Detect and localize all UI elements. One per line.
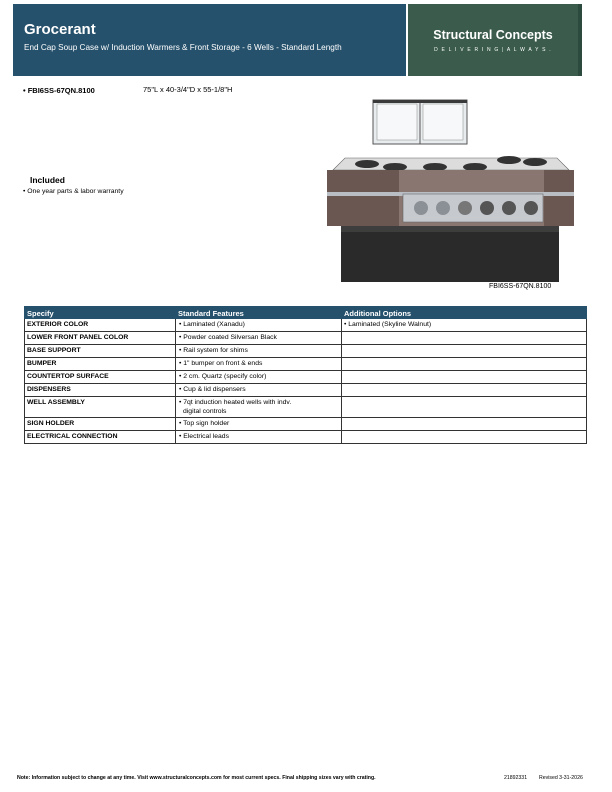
additional-option (342, 418, 587, 431)
table-row (25, 358, 587, 371)
additional-option (342, 431, 587, 444)
standard-feature: • Top sign holder (176, 418, 342, 431)
included-item: • One year parts & labor warranty (23, 188, 124, 195)
standard-feature: • Rail system for shims (176, 345, 342, 358)
header-banner (13, 4, 406, 76)
product-image (325, 96, 580, 296)
standard-feature: • 2 cm. Quartz (specify color) (176, 371, 342, 384)
revision-date: Revised 3-31-2026 (539, 775, 583, 781)
row-label: DISPENSERS (25, 384, 176, 397)
row-label: BASE SUPPORT (25, 345, 176, 358)
standard-feature: • Laminated (Xanadu) (176, 319, 342, 332)
standard-feature-line: digital controls (183, 408, 227, 415)
brand-logo (408, 4, 578, 76)
standard-feature (176, 397, 342, 418)
additional-option (342, 332, 587, 345)
brand-strip (578, 4, 582, 76)
additional-option (342, 345, 587, 358)
column-header-options: Additional Options (342, 307, 587, 319)
additional-option (342, 397, 587, 418)
table-header-row (25, 307, 587, 319)
row-label: SIGN HOLDER (25, 418, 176, 431)
model-number: • FBI6SS-67QN.8100 (23, 86, 95, 95)
column-header-specify: Specify (25, 307, 176, 319)
document-number: 21892331 (504, 775, 528, 781)
page-subtitle: End Cap Soup Case w/ Induction Warmers & Front Storage - 6 Wells - Standard Length (24, 43, 342, 52)
row-label: EXTERIOR COLOR (25, 319, 176, 332)
table-row (25, 397, 587, 418)
table-row (25, 332, 587, 345)
included-title: Included (30, 175, 65, 185)
standard-feature: • Electrical leads (176, 431, 342, 444)
image-caption: FBI6SS-67QN.8100 (489, 283, 552, 290)
table-row (25, 345, 587, 358)
page-title: Grocerant (24, 21, 96, 38)
footer-note: Note: Information subject to change at any time. Visit www.structuralconcepts.com for most current specs. Final shipping sizes vary with crating. (17, 775, 376, 781)
column-header-standard: Standard Features (176, 307, 342, 319)
table-row (25, 431, 587, 444)
additional-option: • Laminated (Skyline Walnut) (342, 319, 587, 332)
table-row (25, 418, 587, 431)
brand-name: Structural Concepts (433, 28, 553, 42)
spec-table (24, 306, 587, 444)
row-label: BUMPER (25, 358, 176, 371)
standard-feature: • Cup & lid dispensers (176, 384, 342, 397)
table-row (25, 384, 587, 397)
row-label: LOWER FRONT PANEL COLOR (25, 332, 176, 345)
row-label: COUNTERTOP SURFACE (25, 371, 176, 384)
product-dimensions: 75"L x 40-3/4"D x 55-1/8"H (143, 85, 233, 94)
row-label: WELL ASSEMBLY (25, 397, 176, 418)
additional-option (342, 358, 587, 371)
additional-option (342, 384, 587, 397)
table-row (25, 319, 587, 332)
additional-option (342, 371, 587, 384)
standard-feature-line: • 7qt induction heated wells with indv. (179, 399, 292, 406)
brand-tagline: D E L I V E R I N G | A L W A Y S . (434, 47, 552, 53)
table-row (25, 371, 587, 384)
standard-feature: • Powder coated Silversan Black (176, 332, 342, 345)
row-label: ELECTRICAL CONNECTION (25, 431, 176, 444)
standard-feature: • 1" bumper on front & ends (176, 358, 342, 371)
